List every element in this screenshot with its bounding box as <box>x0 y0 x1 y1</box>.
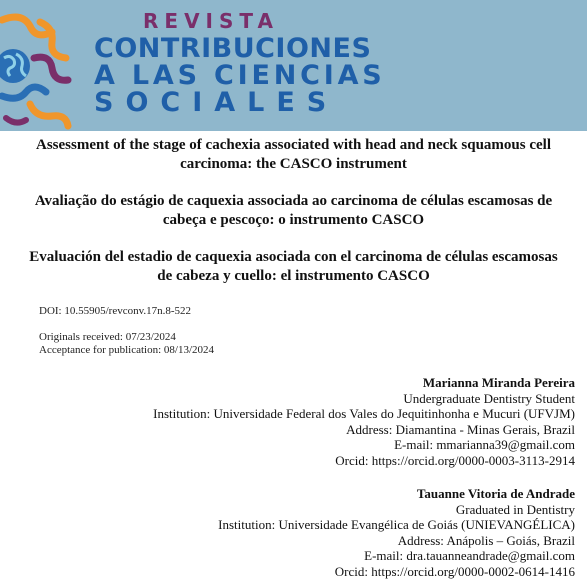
author-address: Address: Anápolis – Goiás, Brazil <box>397 532 575 548</box>
author-institution: Institution: Universidade Evangélica de Goiás (UNIEVANGÉLICA) <box>218 517 575 533</box>
author-orcid: Orcid: https://orcid.org/0000-0002-0614-1416 <box>334 563 575 579</box>
title-portuguese: Avaliação do estágio de caquexia associada ao carcinoma de células escamosas de cabeça e pescoço: o instrumento CASCO <box>34 193 553 228</box>
title-spanish: Evaluación del estadio de caquexia asociada con el carcinoma de células escamosas de cabeza y cuello: el instrumento CASCO <box>29 249 558 284</box>
journal-name-line-1: CONTRIBUCIONES <box>94 33 372 64</box>
acceptance-date: Acceptance for publication: 08/13/2024 <box>39 344 215 356</box>
author-role: Undergraduate Dentistry Student <box>403 390 575 406</box>
journal-logo-icon <box>0 0 94 131</box>
doi-text: DOI: 10.55905/revconv.17n.8-522 <box>39 305 192 317</box>
journal-name-line-3: SOCIALES <box>94 87 339 118</box>
author-block <box>218 486 575 580</box>
author-email: E-mail: dra.tauanneandrade@gmail.com <box>364 548 575 564</box>
author-block <box>153 375 575 469</box>
author-email: E-mail: mmarianna39@gmail.com <box>394 437 575 453</box>
journal-revista-label: REVISTA <box>143 9 279 33</box>
journal-banner <box>0 0 587 131</box>
author-name: Marianna Miranda Pereira <box>422 375 575 390</box>
author-orcid: Orcid: https://orcid.org/0000-0003-3113-2914 <box>335 452 575 468</box>
author-name: Tauanne Vitoria de Andrade <box>416 486 575 501</box>
author-institution: Institution: Universidade Federal dos Vales do Jequitinhonha e Mucuri (UFVJM) <box>153 406 575 422</box>
received-date: Originals received: 07/23/2024 <box>39 331 176 343</box>
title-english: Assessment of the stage of cachexia associated with head and neck squamous cell carcinoma: the CASCO instrument <box>36 137 551 172</box>
journal-name-line-2: A LAS CIENCIAS <box>94 60 386 91</box>
author-role: Graduated in Dentistry <box>455 501 575 517</box>
author-address: Address: Diamantina - Minas Gerais, Brazil <box>346 421 575 437</box>
